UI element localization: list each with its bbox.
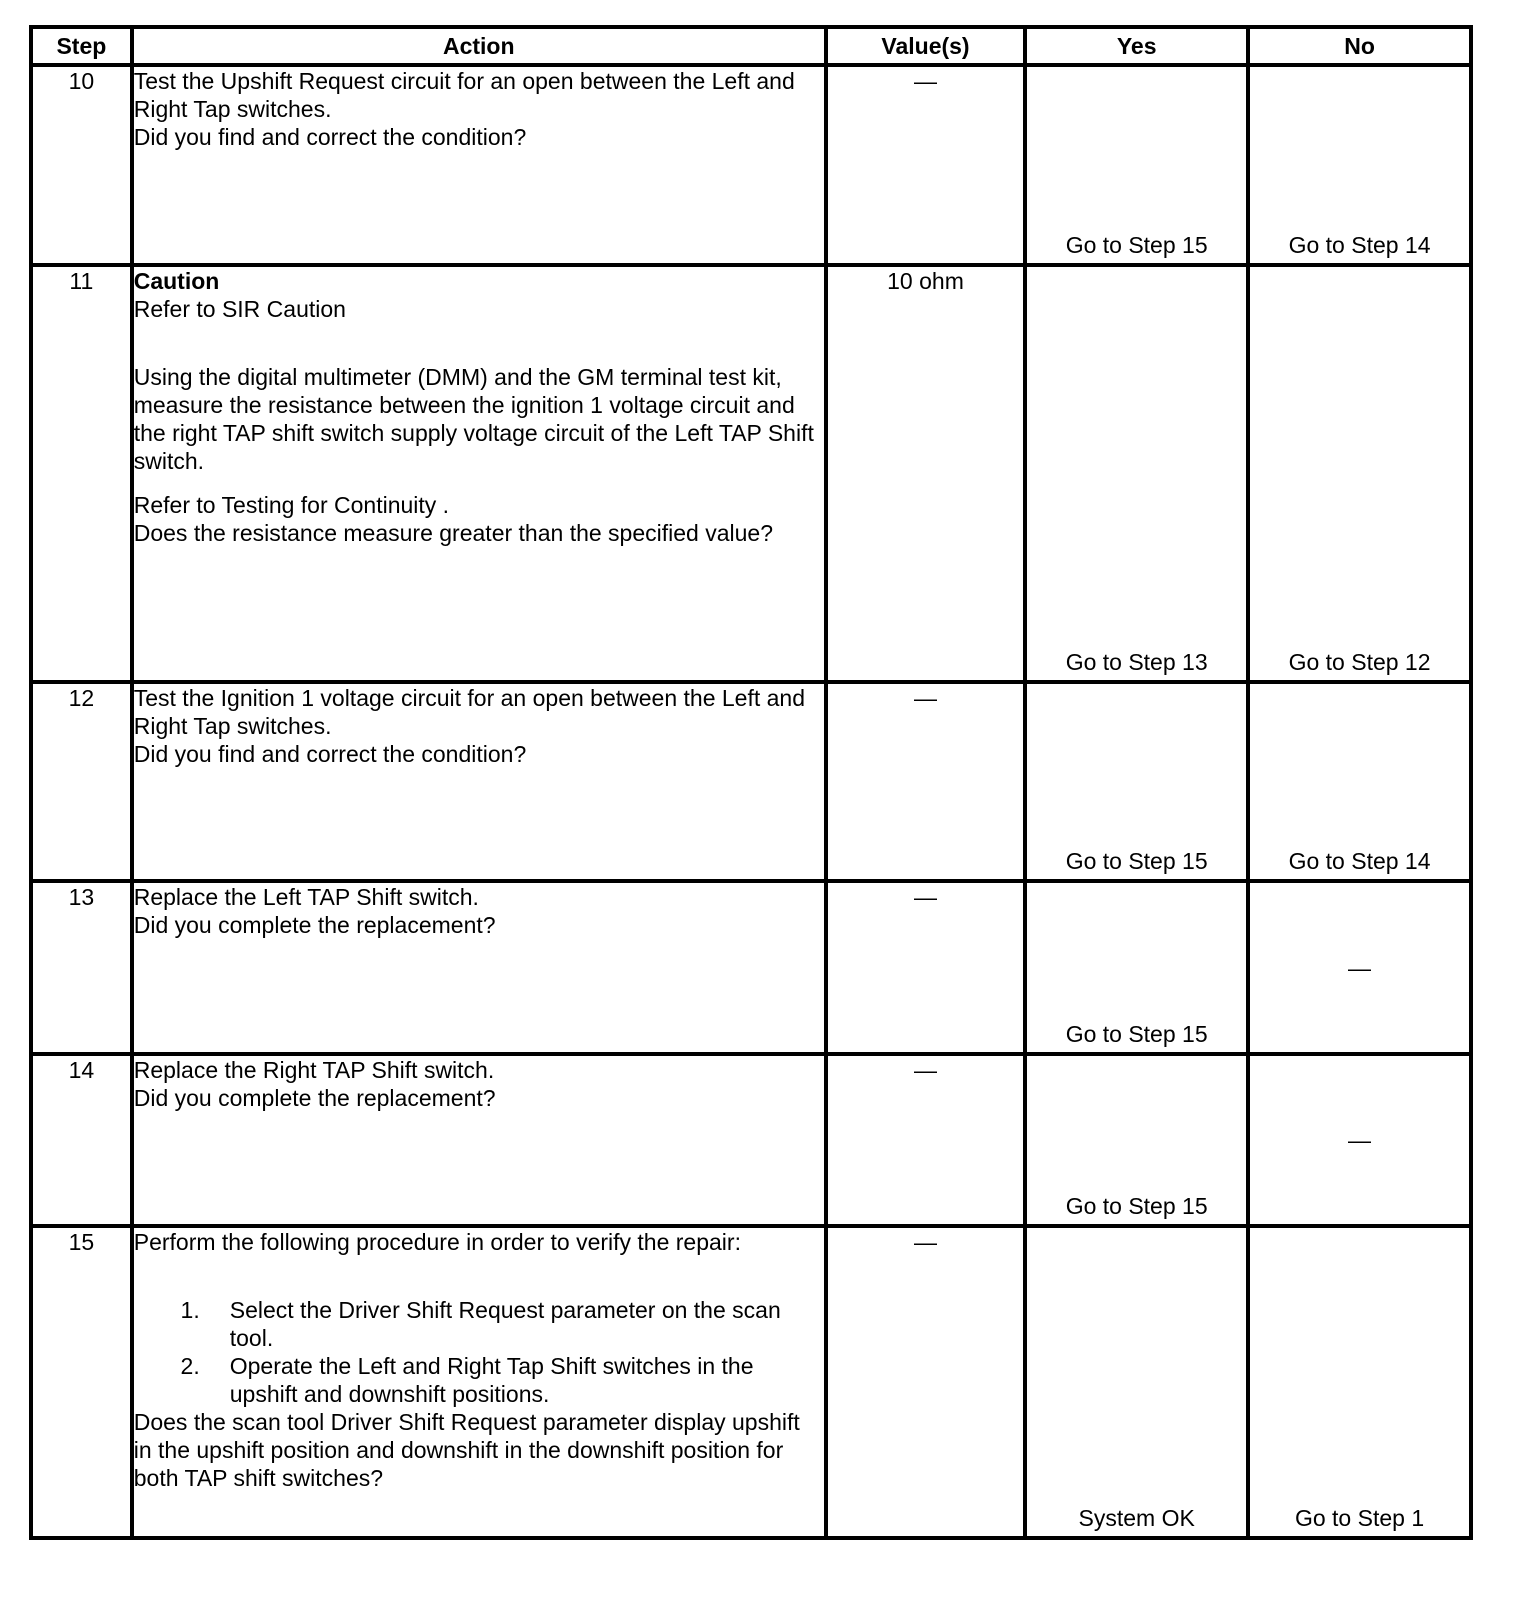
- action-question: Did you find and correct the condition?: [133, 741, 527, 767]
- header-no: No: [1248, 27, 1471, 65]
- action-cell: [132, 1054, 826, 1226]
- no-cell: [1248, 682, 1471, 881]
- value-cell: —: [826, 682, 1025, 881]
- no-result: Go to Step 14: [1288, 848, 1431, 874]
- yes-result: System OK: [1078, 1505, 1195, 1531]
- action-question: Did you find and correct the condition?: [133, 124, 527, 150]
- yes-result: Go to Step 15: [1065, 1021, 1208, 1047]
- list-item-number: 2.: [180, 1353, 200, 1379]
- header-yes: Yes: [1025, 27, 1248, 65]
- header-row: [31, 27, 1471, 65]
- action-text: Test the Upshift Request circuit for an open between the Left and Right Tap switches.: [133, 68, 795, 122]
- yes-cell: [1025, 881, 1248, 1054]
- caution-title: Caution: [133, 268, 220, 294]
- step-number: 14: [31, 1054, 132, 1226]
- yes-cell: [1025, 265, 1248, 682]
- no-cell: [1248, 1226, 1471, 1538]
- table-row-step-10: [31, 65, 1471, 265]
- action-cell: [132, 265, 826, 682]
- table-row-step-14: [31, 1054, 1471, 1226]
- step-number: 11: [31, 265, 132, 682]
- action-text: Replace the Left TAP Shift switch.: [133, 884, 479, 910]
- no-cell: [1248, 881, 1471, 1054]
- action-cell: [132, 682, 826, 881]
- yes-result: Go to Step 13: [1065, 649, 1208, 675]
- action-text: Using the digital multimeter (DMM) and the GM terminal test kit, measure the resistance between the ignition 1 voltage circuit and the right TAP shift switch supply voltage circuit of the Left TAP Shift switch.: [133, 364, 814, 474]
- action-question: Did you complete the replacement?: [133, 912, 496, 938]
- value-cell: —: [826, 881, 1025, 1054]
- caution-reference: Refer to SIR Caution: [133, 296, 346, 322]
- yes-cell: [1025, 1226, 1248, 1538]
- list-item: [134, 1296, 824, 1352]
- yes-result: Go to Step 15: [1065, 232, 1208, 258]
- list-item-text: Operate the Left and Right Tap Shift switches in the upshift and downshift positions.: [229, 1353, 754, 1407]
- step-number: 12: [31, 682, 132, 881]
- step-number: 10: [31, 65, 132, 265]
- yes-cell: [1025, 65, 1248, 265]
- value-cell: —: [826, 1226, 1025, 1538]
- no-result: Go to Step 1: [1294, 1505, 1425, 1531]
- reference-link[interactable]: Refer to Testing for Continuity .: [133, 492, 450, 518]
- no-cell: [1248, 1054, 1471, 1226]
- no-result: Go to Step 14: [1288, 232, 1431, 258]
- header-action: Action: [132, 27, 826, 65]
- table-row-step-12: [31, 682, 1471, 881]
- action-cell: [132, 881, 826, 1054]
- no-result: —: [1348, 954, 1372, 981]
- yes-cell: [1025, 682, 1248, 881]
- action-question: Does the scan tool Driver Shift Request parameter display upshift in the upshift position and downshift in the downshift position for both TAP shift switches?: [133, 1409, 800, 1491]
- no-cell: [1248, 265, 1471, 682]
- action-question: Did you complete the replacement?: [133, 1085, 496, 1111]
- table-row-step-11: [31, 265, 1471, 682]
- yes-result: Go to Step 15: [1065, 848, 1208, 874]
- no-result: —: [1348, 1127, 1372, 1153]
- step-number: 15: [31, 1226, 132, 1538]
- diagnostic-table: [29, 25, 1473, 1540]
- no-cell: [1248, 65, 1471, 265]
- action-text: Perform the following procedure in order to verify the repair:: [133, 1229, 741, 1255]
- table-row-step-13: [31, 881, 1471, 1054]
- yes-result: Go to Step 15: [1065, 1193, 1208, 1219]
- action-text: Replace the Right TAP Shift switch.: [133, 1057, 495, 1083]
- no-result: Go to Step 12: [1288, 649, 1431, 675]
- step-number: 13: [31, 881, 132, 1054]
- procedure-list: [134, 1296, 824, 1408]
- action-question: Does the resistance measure greater than the specified value?: [133, 520, 773, 546]
- value-cell: —: [826, 65, 1025, 265]
- list-item-text: Select the Driver Shift Request parameter on the scan tool.: [229, 1297, 781, 1351]
- list-item-number: 1.: [180, 1297, 200, 1323]
- value-cell: 10 ohm: [826, 265, 1025, 682]
- action-text: Test the Ignition 1 voltage circuit for an open between the Left and Right Tap switches.: [133, 685, 806, 739]
- header-values: Value(s): [826, 27, 1025, 65]
- yes-cell: [1025, 1054, 1248, 1226]
- action-cell: [132, 1226, 826, 1538]
- value-cell: —: [826, 1054, 1025, 1226]
- action-cell: [132, 65, 826, 265]
- list-item: [134, 1352, 824, 1408]
- header-step: Step: [31, 27, 132, 65]
- table-row-step-15: [31, 1226, 1471, 1538]
